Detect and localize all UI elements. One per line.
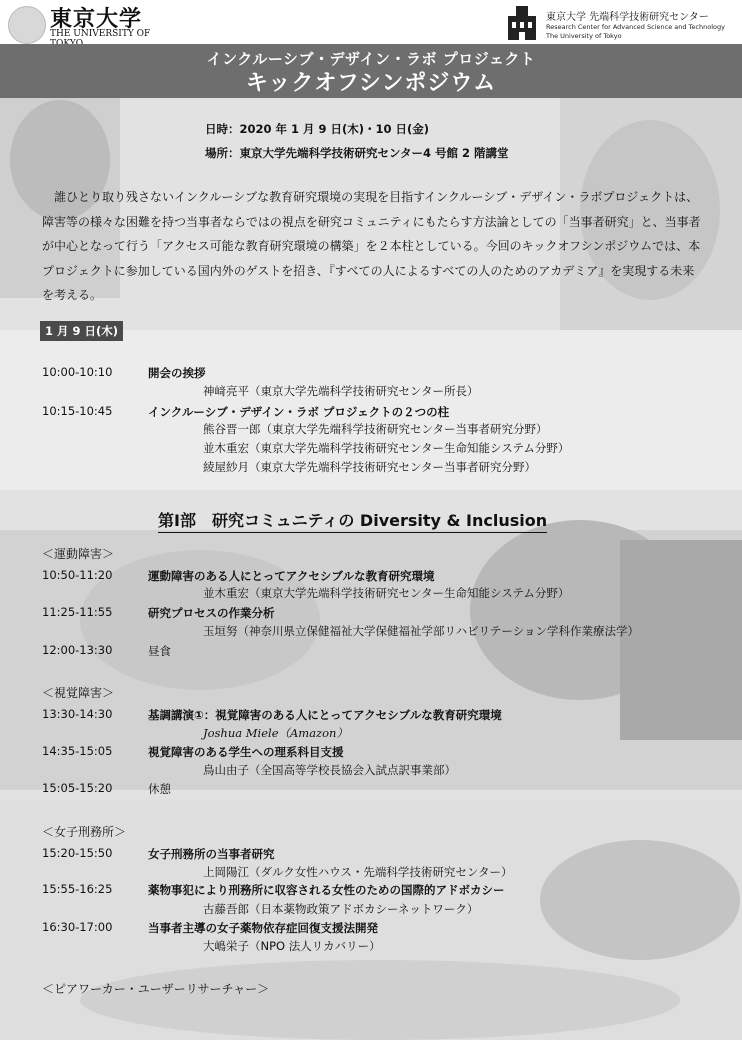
- schedule-time: 14:35-15:05: [42, 744, 113, 758]
- program-title: 当事者主導の女子薬物依存症回復支援法開発: [148, 921, 378, 935]
- program-title: 開会の挨拶: [148, 366, 206, 380]
- schedule-time: 11:25-11:55: [42, 605, 113, 619]
- speaker: 鳥山由子（全国高等学校長協会入試点訳事業部）: [203, 763, 456, 777]
- category-label: ＜ピアワーカー・ユーザーリサーチャー＞: [42, 982, 270, 996]
- event-datetime: 日時：2020 年 1 月 9 日(木)・10 日(金): [205, 122, 430, 136]
- speaker: 並木重宏（東京大学先端科学技術研究センター生命知能システム分野）: [203, 586, 570, 600]
- schedule-time: 10:00-10:10: [42, 365, 113, 379]
- schedule-time: 15:20-15:50: [42, 846, 113, 860]
- category-label: ＜視覚障害＞: [42, 686, 115, 700]
- speaker: 大嶋栄子（NPO 法人リカバリー）: [203, 939, 381, 953]
- university-name-en: THE UNIVERSITY OF: [50, 29, 151, 39]
- program-title: 薬物事犯により刑務所に収容される女性のための国際的アドボカシー: [148, 883, 505, 897]
- schedule-time: 15:55-16:25: [42, 882, 113, 896]
- speaker: 古藤吾郎（日本薬物政策アドボカシーネットワーク）: [203, 902, 479, 916]
- schedule-time: 13:30-14:30: [42, 707, 113, 721]
- schedule-time: 15:05-15:20: [42, 781, 113, 795]
- day-label-badge: 1 月 9 日(木): [40, 321, 123, 341]
- speaker: 上岡陽江（ダルク女性ハウス・先端科学技術研究センター）: [203, 865, 513, 879]
- speaker: 玉垣努（神奈川県立保健福祉大学保健福祉学部リハビリテーション学科作業療法学）: [203, 624, 639, 638]
- speaker: 熊谷晋一郎（東京大学先端科学技術研究センター当事者研究分野）: [203, 422, 548, 436]
- program-title: 基調講演①：視覚障害のある人にとってアクセシブルな教育研究環境: [148, 708, 502, 722]
- university-name-ja: 東京大学: [50, 6, 143, 32]
- schedule-time: 16:30-17:00: [42, 920, 113, 934]
- rcast-name-ja: 東京大学 先端科学技術研究センター: [546, 12, 709, 23]
- program-title: 昼食: [148, 644, 171, 658]
- schedule-time: 10:50-11:20: [42, 568, 113, 582]
- speaker: 綾屋紗月（東京大学先端科学技術研究センター当事者研究分野）: [203, 460, 537, 474]
- rcast-name-en: Research Center for Advanced Science and Technology: [546, 23, 725, 31]
- schedule-time: 12:00-13:30: [42, 643, 113, 657]
- category-label: ＜女子刑務所＞: [42, 825, 127, 839]
- event-place: 場所：東京大学先端科学技術研究センター4 号館 2 階講堂: [205, 146, 509, 160]
- intro-paragraph: 誰ひとり取り残さないインクルーシブな教育研究環境の実現を目指すインクルーシブ・デザイン・ラボプロジェクトは、障害等の様々な困難を持つ当事者ならではの視点を研究コミュニティにもたらす方法論としての「当事者研究」と、当事者が中心となって行う「アクセス可能な教育研究環境の構築」を２本柱としている。今回のキックオフシンポジウムでは、本プロジェクトに参加している国内外のゲストを招き、『すべての人によるすべての人のためのアカデミア』を実現する未来を考える。: [42, 190, 701, 302]
- program-title: 運動障害のある人にとってアクセシブルな教育研究環境: [148, 569, 435, 583]
- symposium-title: キックオフシンポジウム: [245, 71, 497, 96]
- speaker: 神﨑亮平（東京大学先端科学技術研究センター所長）: [203, 384, 479, 398]
- schedule-time: 10:15-10:45: [42, 404, 113, 418]
- category-label: ＜運動障害＞: [42, 547, 115, 561]
- section-title: 第Ⅰ部 研究コミュニティの Diversity & Inclusion: [158, 508, 547, 533]
- program-title: インクルーシブ・デザイン・ラボ プロジェクトの２つの柱: [148, 405, 450, 419]
- program-title: 視覚障害のある学生への理系科目支援: [148, 745, 344, 759]
- project-subtitle: インクルーシブ・デザイン・ラボ プロジェクト: [206, 50, 536, 68]
- program-title: 休憩: [148, 782, 171, 796]
- rcast-university-en: The University of Tokyo: [546, 32, 622, 40]
- program-title: 女子刑務所の当事者研究: [148, 847, 275, 861]
- speaker: 並木重宏（東京大学先端科学技術研究センター生命知能システム分野）: [203, 441, 570, 455]
- speaker: Joshua Miele（Amazon）: [203, 726, 348, 740]
- program-title: 研究プロセスの作業分析: [148, 606, 275, 620]
